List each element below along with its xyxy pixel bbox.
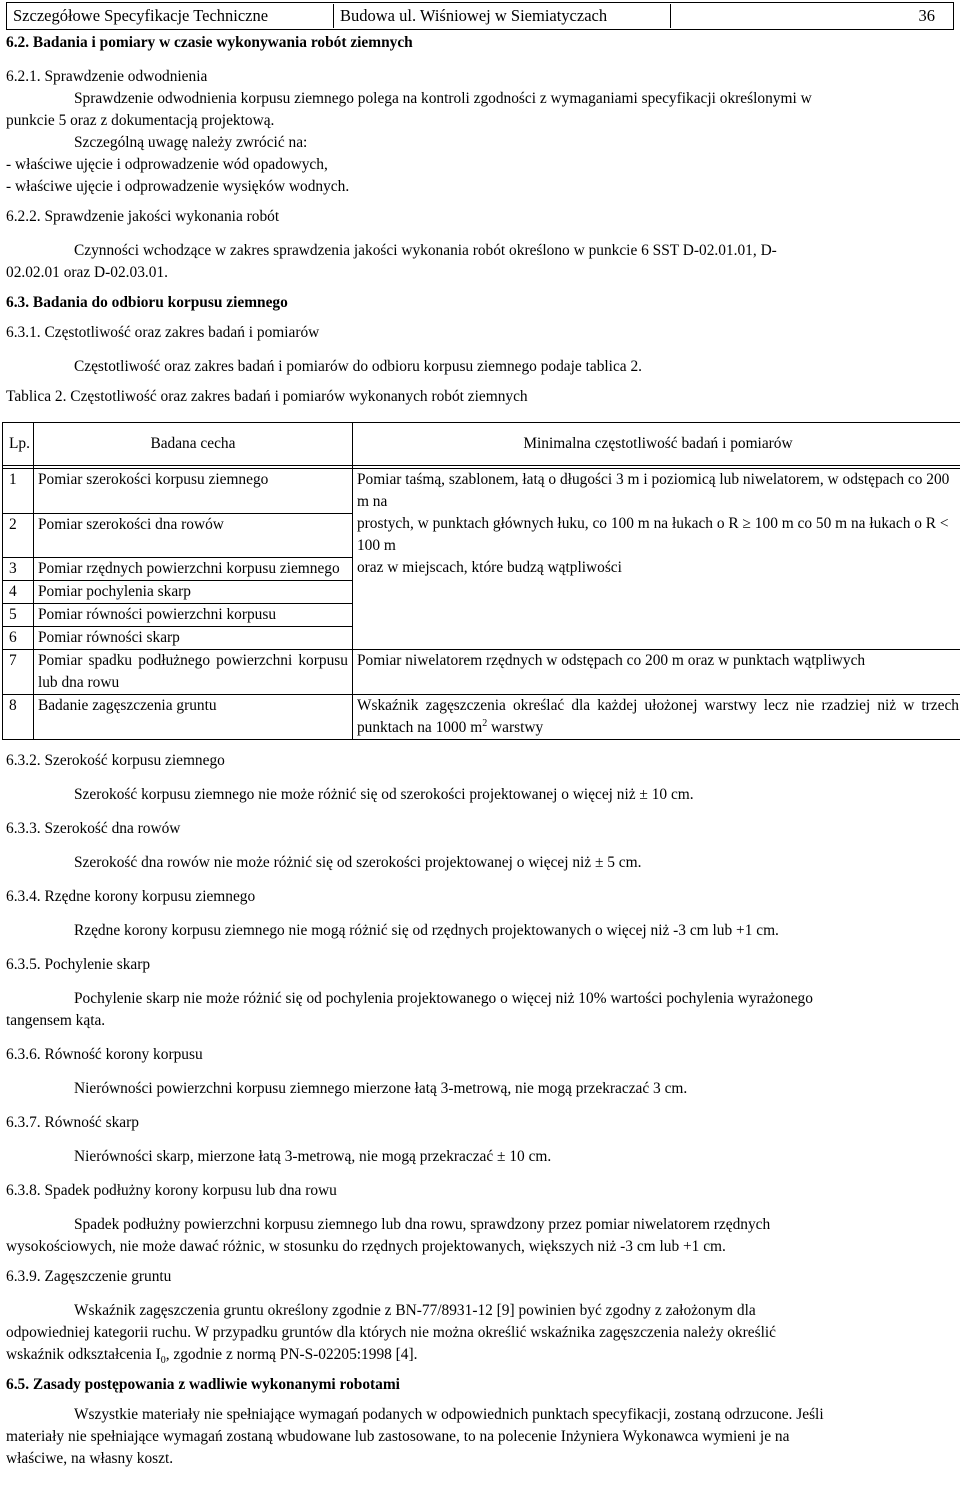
section-heading-6-2: 6.2. Badania i pomiary w czasie wykonywania robót ziemnych [6, 32, 954, 54]
cell-lp: 1 [3, 469, 34, 514]
cell-freq [352, 603, 960, 626]
cell-freq: oraz w miejscach, które budzą wątpliwości [352, 557, 960, 580]
section-heading-6-2-1 [6, 66, 954, 88]
header-freq: Minimalna częstotliwość badań i pomiarów [352, 423, 960, 466]
header-page-number: 36 [671, 4, 953, 28]
paragraph: wysokościowych, nie może dawać różnic, w stosunku do rzędnych projektowanych, większych niż -3 cm lub +1 cm. [6, 1236, 954, 1258]
paragraph: Pochylenie skarp nie może różnić się od pochylenia projektowanego o więcej niż 10% wartości pochylenia wyrażonego [6, 988, 954, 1010]
table-row [3, 603, 960, 626]
table-row [3, 649, 960, 694]
table-row [3, 580, 960, 603]
paragraph: Nierówności powierzchni korpusu ziemnego mierzone łatą 3-metrową, nie mogą przekraczać 3 cm. [6, 1078, 954, 1100]
paragraph: właściwe, na własny koszt. [6, 1448, 954, 1470]
header-project: Budowa ul. Wiśniowej w Siemiatyczach [334, 4, 671, 28]
section-heading-6-3-3: 6.3.3. Szerokość dna rowów [6, 818, 954, 840]
table-row [3, 469, 960, 514]
cell-freq: Pomiar taśmą, szablonem, łatą o długości 3 m i poziomicą lub niwelatorem, w odstępach co 200 m na [352, 469, 960, 514]
paragraph: Wskaźnik zagęszczenia gruntu określony zgodnie z BN-77/8931-12 [9] powinien być zgodny z założonym dla [6, 1300, 954, 1322]
section-heading-6-3-6: 6.3.6. Równość korony korpusu [6, 1044, 954, 1066]
text: , zgodnie z normą PN-S-02205:1998 [4]. [166, 1346, 418, 1363]
cell-freq [352, 580, 960, 603]
table-row [3, 513, 960, 557]
header-title: Szczegółowe Specyfikacje Techniczne [7, 4, 334, 28]
paragraph: materiały nie spełniające wymagań zostaną wbudowane lub zastosowane, to na polecenie Inżyniera Wykonawca wymieni je na [6, 1426, 954, 1448]
paragraph: Częstotliwość oraz zakres badań i pomiarów do odbioru korpusu ziemnego podaje tablica 2. [6, 356, 954, 378]
section-heading-6-3: 6.3. Badania do odbioru korpusu ziemnego [6, 292, 954, 314]
heading-text: 6.2.1. Sprawdzenie odwodnienia [6, 68, 207, 85]
measurement-table [2, 422, 960, 740]
cell-cecha: Pomiar spadku podłużnego powierzchni korpusu lub dna rowu [33, 649, 352, 694]
cell-lp: 2 [3, 513, 34, 557]
section-heading-6-3-1: 6.3.1. Częstotliwość oraz zakres badań i pomiarów [6, 322, 954, 344]
cell-freq: prostych, w punktach głównych łuku, co 100 m na łukach o R ≥ 100 m co 50 m na łukach o R < 100 m [352, 513, 960, 557]
superscript: 2 [482, 717, 487, 728]
section-heading-6-3-8: 6.3.8. Spadek podłużny korony korpusu lub dna rowu [6, 1180, 954, 1202]
cell-lp: 4 [3, 580, 34, 603]
section-heading-6-3-9: 6.3.9. Zagęszczenie gruntu [6, 1266, 954, 1288]
section-heading-6-3-5: 6.3.5. Pochylenie skarp [6, 954, 954, 976]
text: wskaźnik odkształcenia I [6, 1346, 161, 1363]
cell-cecha: Badanie zagęszczenia gruntu [33, 694, 352, 739]
cell-cecha: Pomiar równości skarp [33, 626, 352, 649]
cell-cecha: Pomiar pochylenia skarp [33, 580, 352, 603]
table-caption: Tablica 2. Częstotliwość oraz zakres badań i pomiarów wykonanych robót ziemnych [6, 386, 954, 408]
cell-cecha: Pomiar szerokości dna rowów [33, 513, 352, 557]
paragraph: Szerokość korpusu ziemnego nie może różnić się od szerokości projektowanej o więcej niż ± 10 cm. [6, 784, 954, 806]
paragraph: Szerokość dna rowów nie może różnić się od szerokości projektowanej o więcej niż ± 5 cm. [6, 852, 954, 874]
section-heading-6-5: 6.5. Zasady postępowania z wadliwie wykonanymi robotami [6, 1374, 954, 1396]
paragraph: tangensem kąta. [6, 1010, 954, 1032]
freq-tail: warstwy [487, 719, 543, 736]
table-row [3, 694, 960, 739]
freq-text: Wskaźnik zagęszczenia określać dla każdej ułożonej warstwy lecz nie rzadziej niż w trzech punktach na 1000 m [357, 697, 959, 736]
paragraph: punkcie 5 oraz z dokumentacją projektową. [6, 110, 954, 132]
cell-lp: 3 [3, 557, 34, 580]
list-item: - właściwe ujęcie i odprowadzenie wysięków wodnych. [6, 176, 954, 198]
paragraph [6, 1344, 954, 1366]
cell-cecha: Pomiar szerokości korpusu ziemnego [33, 469, 352, 514]
cell-cecha: Pomiar rzędnych powierzchni korpusu ziemnego [33, 557, 352, 580]
header-cecha: Badana cecha [33, 423, 352, 466]
paragraph: 02.02.01 oraz D-02.03.01. [6, 262, 954, 284]
paragraph: Spadek podłużny powierzchni korpusu ziemnego lub dna rowu, sprawdzony przez pomiar niwelatorem rzędnych [6, 1214, 954, 1236]
header-lp: Lp. [3, 423, 34, 466]
section-heading-6-3-2: 6.3.2. Szerokość korpusu ziemnego [6, 750, 954, 772]
cell-lp: 5 [3, 603, 34, 626]
table-header-row [3, 423, 960, 466]
subscript: 0 [161, 1355, 166, 1366]
paragraph: Sprawdzenie odwodnienia korpusu ziemnego polega na kontroli zgodności z wymaganiami specyfikacji określonymi w [6, 88, 954, 110]
page-header [6, 2, 954, 30]
paragraph: Wszystkie materiały nie spełniające wymagań podanych w odpowiednich punktach specyfikacji, zostaną odrzucone. Jeśli [6, 1404, 954, 1426]
cell-lp: 8 [3, 694, 34, 739]
cell-freq: Pomiar niwelatorem rzędnych w odstępach co 200 m oraz w punktach wątpliwych [352, 649, 960, 694]
cell-cecha: Pomiar równości powierzchni korpusu [33, 603, 352, 626]
section-heading-6-3-7: 6.3.7. Równość skarp [6, 1112, 954, 1134]
list-item: - właściwe ujęcie i odprowadzenie wód opadowych, [6, 154, 954, 176]
paragraph: Nierówności skarp, mierzone łatą 3-metrową, nie mogą przekraczać ± 10 cm. [6, 1146, 954, 1168]
cell-freq [352, 626, 960, 649]
document-page [0, 2, 960, 1493]
paragraph: Czynności wchodzące w zakres sprawdzenia jakości wykonania robót określono w punkcie 6 SST D-02.01.01, D- [6, 240, 954, 262]
paragraph: Rzędne korony korpusu ziemnego nie mogą różnić się od rzędnych projektowanych o więcej niż -3 cm lub +1 cm. [6, 920, 954, 942]
section-heading-6-2-2: 6.2.2. Sprawdzenie jakości wykonania robót [6, 206, 954, 228]
paragraph: Szczególną uwagę należy zwrócić na: [6, 132, 954, 154]
cell-lp: 6 [3, 626, 34, 649]
table-row [3, 626, 960, 649]
table-row [3, 557, 960, 580]
section-heading-6-3-4: 6.3.4. Rzędne korony korpusu ziemnego [6, 886, 954, 908]
paragraph: odpowiedniej kategorii ruchu. W przypadku gruntów dla których nie można określić wskaźnika zagęszczenia należy określić [6, 1322, 954, 1344]
cell-lp: 7 [3, 649, 34, 694]
cell-freq [352, 694, 960, 739]
